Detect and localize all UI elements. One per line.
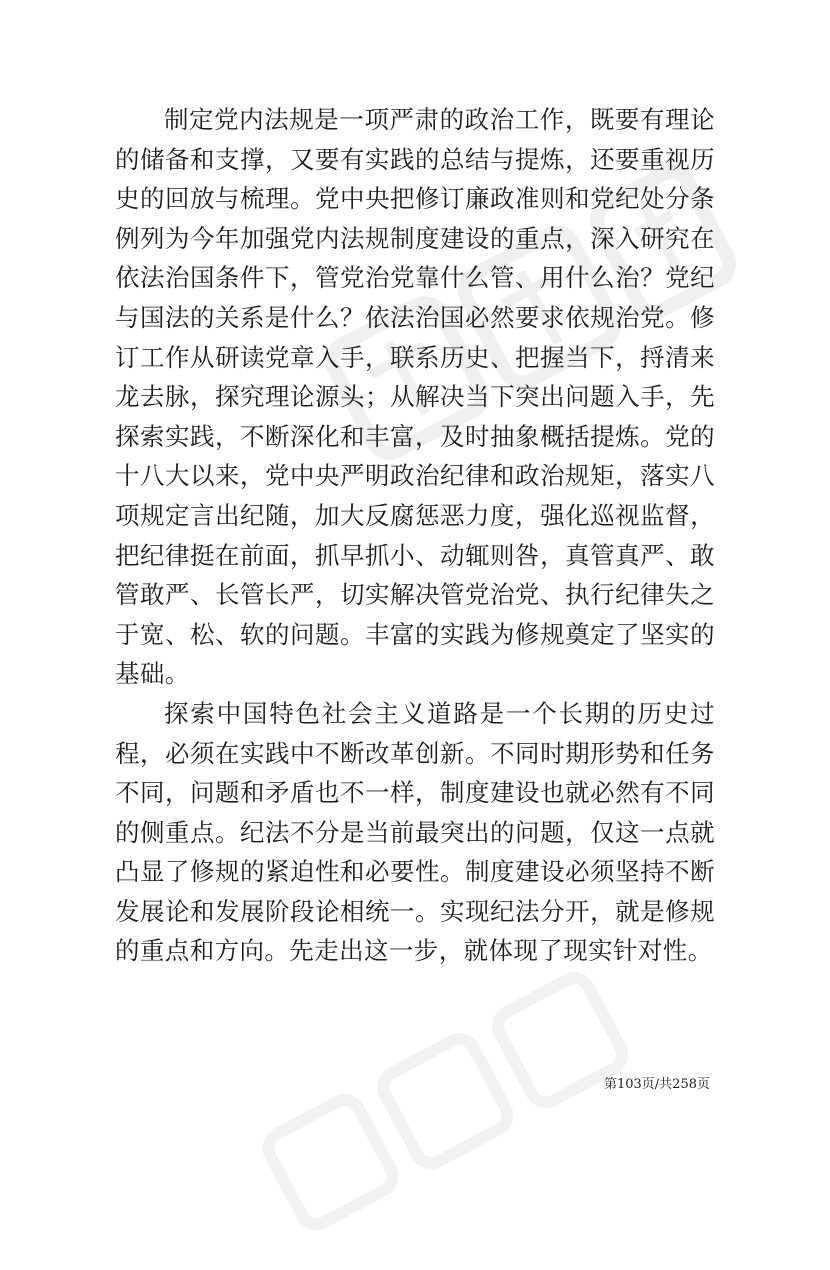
document-body	[115, 100, 715, 971]
page-number: 第103页/共258页	[603, 1077, 710, 1092]
paragraph-2: 探索中国特色社会主义道路是一个长期的历史过程，必须在实践中不断改革创新。不同时期形势和任务不同，问题和矛盾也不一样，制度建设也就必然有不同的侧重点。纪法不分是当前最突出的问题，仅这一点就凸显了修规的紧迫性和必要性。制度建设必须坚持不断发展论和发展阶段论相统一。实现纪法分开，就是修规的重点和方向。先走出这一步，就体现了现实针对性。	[115, 698, 715, 966]
watermark-logo-lower-icon	[245, 950, 656, 1270]
paragraph-1: 制定党内法规是一项严肃的政治工作，既要有理论的储备和支撑，又要有实践的总结与提炼，还要重视历史的回放与梳理。党中央把修订廉政准则和党纪处分条例列为今年加强党内法规制度建设的重点，深入研究在依法治国条件下，管党治党靠什么管、用什么治？党纪与国法的关系是什么？依法治国必然要求依规治党。修订工作从研读党章入手，联系历史、把握当下，捋清来龙去脉，探究理论源头；从解决当下突出问题入手，先探索实践，不断深化和丰富，及时抽象概括提炼。党的十八大以来，党中央严明政治纪律和政治规矩，落实八项规定言出纪随，加大反腐惩恶力度，强化巡视监督，把纪律挺在前面，抓早抓小、动辄则咎，真管真严、敢管敢严、长管长严，切实解决管党治党、执行纪律失之于宽、松、软的问题。丰富的实践为修规奠定了坚实的基础。	[115, 105, 715, 689]
